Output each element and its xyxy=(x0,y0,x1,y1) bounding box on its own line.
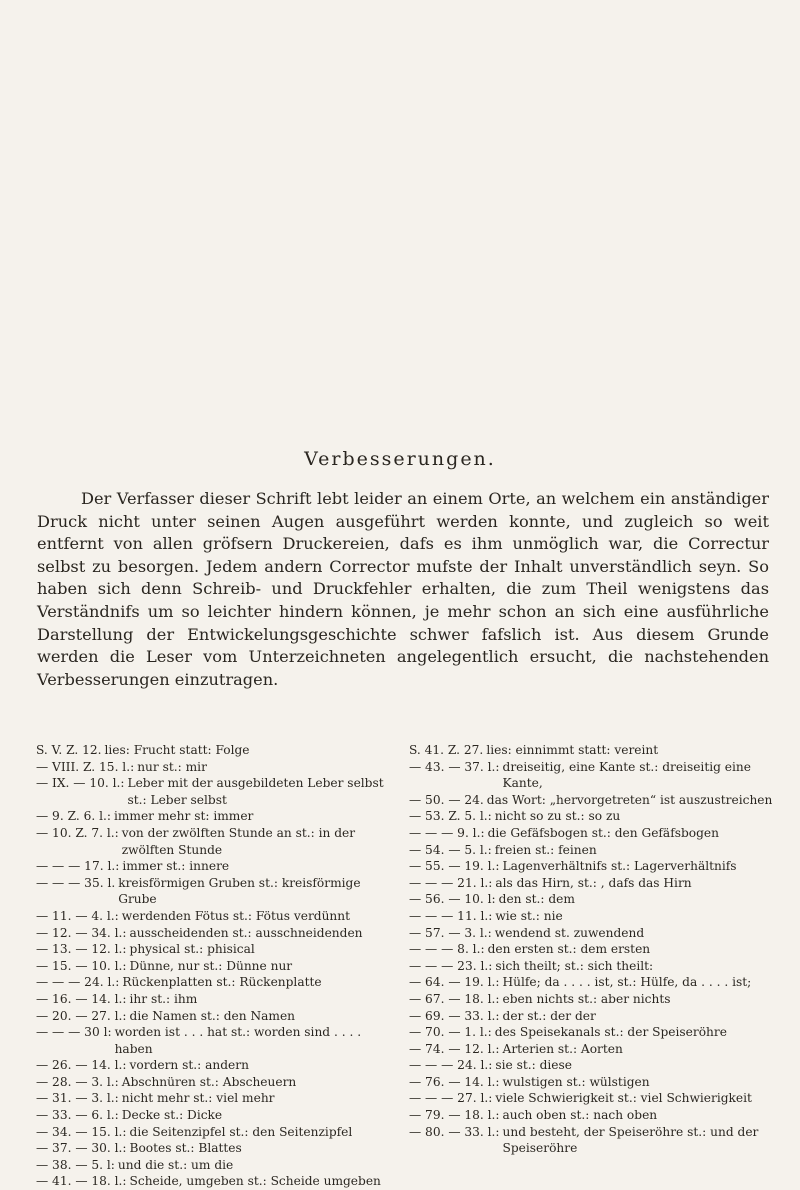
correction-reference: — 54. — 5. l.: xyxy=(409,842,492,857)
correction-entry xyxy=(409,1074,774,1091)
correction-entry xyxy=(409,1107,774,1124)
correction-entry xyxy=(36,908,396,925)
correction-text: Dünne, nur st.: Dünne nur xyxy=(129,958,293,973)
correction-reference: — 16. — 14. l.: xyxy=(36,991,127,1006)
correction-reference: — — — 24. l.: xyxy=(36,975,120,990)
intro-paragraph xyxy=(37,488,769,691)
correction-entry xyxy=(36,742,396,759)
correction-reference: — — — 9. l.: xyxy=(409,825,485,840)
correction-text: eben nichts st.: aber nichts xyxy=(502,991,671,1006)
correction-text: die Namen st.: den Namen xyxy=(129,1008,296,1023)
correction-text: lies: einnimmt statt: vereint xyxy=(486,743,659,757)
correction-text: kreisförmigen Gruben st.: kreisförmige Grube xyxy=(118,875,361,907)
correction-entry xyxy=(409,842,774,859)
correction-entry xyxy=(36,941,396,958)
correction-entry xyxy=(36,1074,396,1091)
correction-reference: — 10. Z. 7. l.: xyxy=(36,825,119,840)
correction-reference: — 43. — 37. l.: xyxy=(409,759,500,774)
correction-entry xyxy=(36,858,396,875)
correction-text: immer st.: innere xyxy=(122,859,230,874)
correction-text: und die st.: um die xyxy=(117,1157,234,1172)
correction-text: Bootes st.: Blattes xyxy=(129,1141,242,1156)
correction-text: und besteht, der Speiseröhre st.: und der Speiseröhre xyxy=(502,1124,759,1156)
correction-reference: — 55. — 19. l.: xyxy=(409,859,500,874)
correction-entry xyxy=(409,1041,774,1058)
correction-entry xyxy=(36,808,396,825)
correction-reference: — 50. — 24. xyxy=(409,792,484,807)
correction-text: Scheide, umgeben st.: Scheide umgeben xyxy=(129,1174,381,1189)
correction-entry xyxy=(409,941,774,958)
correction-entry xyxy=(409,875,774,892)
correction-text: physical st.: phisical xyxy=(129,942,255,957)
correction-reference: — 12. — 34. l.: xyxy=(36,925,127,940)
correction-reference: — 9. Z. 6. l.: xyxy=(36,809,111,824)
correction-reference: — 80. — 33. l.: xyxy=(409,1124,500,1139)
correction-entry xyxy=(36,974,396,991)
correction-reference: — 70. — 1. l.: xyxy=(409,1025,492,1040)
correction-reference: — 69. — 33. l.: xyxy=(409,1008,500,1023)
correction-reference: — — — 23. l.: xyxy=(409,958,493,973)
correction-text: immer mehr st: immer xyxy=(113,809,254,824)
correction-reference: — 53. Z. 5. l.: xyxy=(409,809,492,824)
correction-text: lies: Frucht statt: Folge xyxy=(104,743,250,757)
corrections-left-column xyxy=(36,742,396,1190)
correction-entry xyxy=(409,991,774,1008)
correction-reference: — 64. — 19. l.: xyxy=(409,975,500,990)
correction-text: der st.: der der xyxy=(502,1008,596,1023)
correction-reference: — 79. — 18. l.: xyxy=(409,1108,500,1123)
correction-entry xyxy=(36,958,396,975)
correction-entry xyxy=(409,1008,774,1025)
correction-reference: — — — 24. l.: xyxy=(409,1058,493,1073)
correction-reference: S. 41. Z. 27. xyxy=(409,743,484,757)
correction-entry xyxy=(36,1173,396,1190)
correction-reference: — — — 35. l. xyxy=(36,875,116,890)
correction-text: den st.: dem xyxy=(498,892,575,907)
correction-reference: — — — 11. l.: xyxy=(409,908,493,923)
correction-reference: — 37. — 30. l.: xyxy=(36,1141,127,1156)
correction-reference: — 38. — 5. l: xyxy=(36,1157,115,1172)
correction-reference: — 28. — 3. l.: xyxy=(36,1074,119,1089)
correction-entry xyxy=(36,1140,396,1157)
correction-entry xyxy=(409,974,774,991)
correction-reference: — — — 21. l.: xyxy=(409,875,493,890)
correction-reference: — 67. — 18. l.: xyxy=(409,991,500,1006)
correction-text: Decke st.: Dicke xyxy=(121,1108,223,1123)
correction-reference: — — — 17. l.: xyxy=(36,859,120,874)
correction-reference: — 26. — 14. l.: xyxy=(36,1058,127,1073)
correction-reference: — — — 8. l.: xyxy=(409,942,485,957)
correction-reference: S. V. Z. 12. xyxy=(36,743,102,757)
correction-text: von der zwölften Stunde an st.: in der zwölften Stunde xyxy=(121,825,356,857)
correction-entry xyxy=(36,1024,396,1057)
correction-text: ausscheidenden st.: ausschneidenden xyxy=(129,925,363,940)
correction-entry xyxy=(409,1124,774,1157)
correction-text: das Wort: „hervorgetreten“ ist auszustreichen xyxy=(486,792,773,807)
correction-text: nur st.: mir xyxy=(137,759,207,774)
correction-entry xyxy=(36,925,396,942)
correction-entry xyxy=(36,1107,396,1124)
correction-entry xyxy=(36,759,396,776)
correction-text: Abschnüren st.: Abscheuern xyxy=(121,1074,297,1089)
correction-text: Leber mit der ausgebildeten Leber selbst st.: Leber selbst xyxy=(127,776,384,807)
correction-reference: — — — 30 l: xyxy=(36,1025,112,1040)
correction-reference: — 34. — 15. l.: xyxy=(36,1124,127,1139)
correction-reference: — 31. — 3. l.: xyxy=(36,1091,119,1106)
correction-text: die Seitenzipfel st.: den Seitenzipfel xyxy=(129,1124,353,1139)
correction-entry xyxy=(409,925,774,942)
correction-text: Rückenplatten st.: Rückenplatte xyxy=(122,975,322,990)
correction-text: wendend st. zuwendend xyxy=(494,925,645,940)
correction-entry xyxy=(36,1157,396,1174)
correction-reference: — 41. — 18. l.: xyxy=(36,1174,127,1189)
correction-reference: — 33. — 6. l.: xyxy=(36,1108,119,1123)
correction-reference: — 20. — 27. l.: xyxy=(36,1008,127,1023)
correction-text: worden ist . . . hat st.: worden sind . . . . haben xyxy=(114,1025,362,1056)
correction-entry xyxy=(409,1057,774,1074)
correction-text: des Speisekanals st.: der Speiseröhre xyxy=(494,1025,727,1040)
correction-entry xyxy=(36,875,396,908)
correction-text: viele Schwierigkeit st.: viel Schwierigkeit xyxy=(495,1091,752,1106)
correction-reference: — 15. — 10. l.: xyxy=(36,958,127,973)
correction-text: wulstigen st.: wülstigen xyxy=(502,1074,650,1089)
correction-entry xyxy=(36,1057,396,1074)
correction-entry xyxy=(36,1090,396,1107)
correction-reference: — — — 27. l.: xyxy=(409,1091,493,1106)
correction-text: nicht mehr st.: viel mehr xyxy=(121,1091,275,1106)
correction-text: wie st.: nie xyxy=(495,908,563,923)
correction-text: nicht so zu st.: so zu xyxy=(494,809,621,824)
correction-reference: — 57. — 3. l.: xyxy=(409,925,492,940)
correction-text: vordern st.: andern xyxy=(129,1058,249,1073)
correction-entry xyxy=(409,958,774,975)
correction-text: freien st.: feinen xyxy=(494,842,597,857)
correction-reference: — 74. — 12. l.: xyxy=(409,1041,500,1056)
correction-entry xyxy=(409,908,774,925)
correction-reference: — 11. — 4. l.: xyxy=(36,908,119,923)
correction-entry xyxy=(36,825,396,858)
correction-text: Lagenverhältnifs st.: Lagerverhältnifs xyxy=(502,859,737,874)
correction-entry xyxy=(409,825,774,842)
correction-text: Hülfe; da . . . . ist, st.: Hülfe, da . . . . ist; xyxy=(502,975,752,990)
correction-entry xyxy=(36,991,396,1008)
correction-entry xyxy=(36,775,396,808)
correction-entry xyxy=(409,792,774,809)
correction-text: auch oben st.: nach oben xyxy=(502,1108,658,1123)
correction-entry xyxy=(409,1090,774,1107)
corrections-right-column xyxy=(409,742,774,1157)
correction-text: Arterien st.: Aorten xyxy=(502,1041,623,1056)
correction-reference: — 76. — 14. l.: xyxy=(409,1074,500,1089)
correction-reference: — VIII. Z. 15. l.: xyxy=(36,759,135,774)
correction-entry xyxy=(409,742,774,759)
correction-text: werdenden Fötus st.: Fötus verdünnt xyxy=(121,908,351,923)
page-title: Verbesserungen. xyxy=(304,448,496,470)
correction-text: als das Hirn, st.: , dafs das Hirn xyxy=(495,875,692,890)
correction-text: die Gefäfsbogen st.: den Gefäfsbogen xyxy=(487,825,719,840)
correction-entry xyxy=(36,1124,396,1141)
correction-entry xyxy=(36,1008,396,1025)
correction-reference: — 13. — 12. l.: xyxy=(36,942,127,957)
correction-entry xyxy=(409,858,774,875)
correction-text: sich theilt; st.: sich theilt: xyxy=(495,958,654,973)
correction-entry xyxy=(409,891,774,908)
correction-text: den ersten st.: dem ersten xyxy=(487,942,651,957)
correction-text: sie st.: diese xyxy=(495,1058,572,1073)
correction-entry xyxy=(409,1024,774,1041)
correction-text: ihr st.: ihm xyxy=(129,991,198,1006)
intro-text: Der Verfasser dieser Schrift lebt leider an einem Orte, an welchem ein anständiger Druck nicht unter seinen Augen ausgeführt werden konnte, und zugleich so weit entfernt von allen gröfsern Druckereien, dafs es ihm unmöglich war, die Correctur selbst zu besorgen. Jedem andern Corrector mufste der Inhalt unverständlich seyn. So haben sich denn Schreib- und Druckfehler erhalten, die zum Theil wenigstens das Verständnifs um so leichter hindern können, je mehr schon an sich eine ausführliche Darstellung der Entwickelungsgeschichte schwer fafslich ist. Aus diesem Grunde werden die Leser vom Unterzeichneten angelegentlich ersucht, die nachstehenden Verbesserungen einzutragen. xyxy=(37,489,769,689)
correction-reference: — 56. — 10. l: xyxy=(409,892,496,907)
correction-reference: — IX. — 10. l.: xyxy=(36,776,125,791)
correction-text: dreiseitig, eine Kante st.: dreiseitig eine Kante, xyxy=(502,759,751,791)
correction-entry xyxy=(409,759,774,792)
correction-entry xyxy=(409,808,774,825)
